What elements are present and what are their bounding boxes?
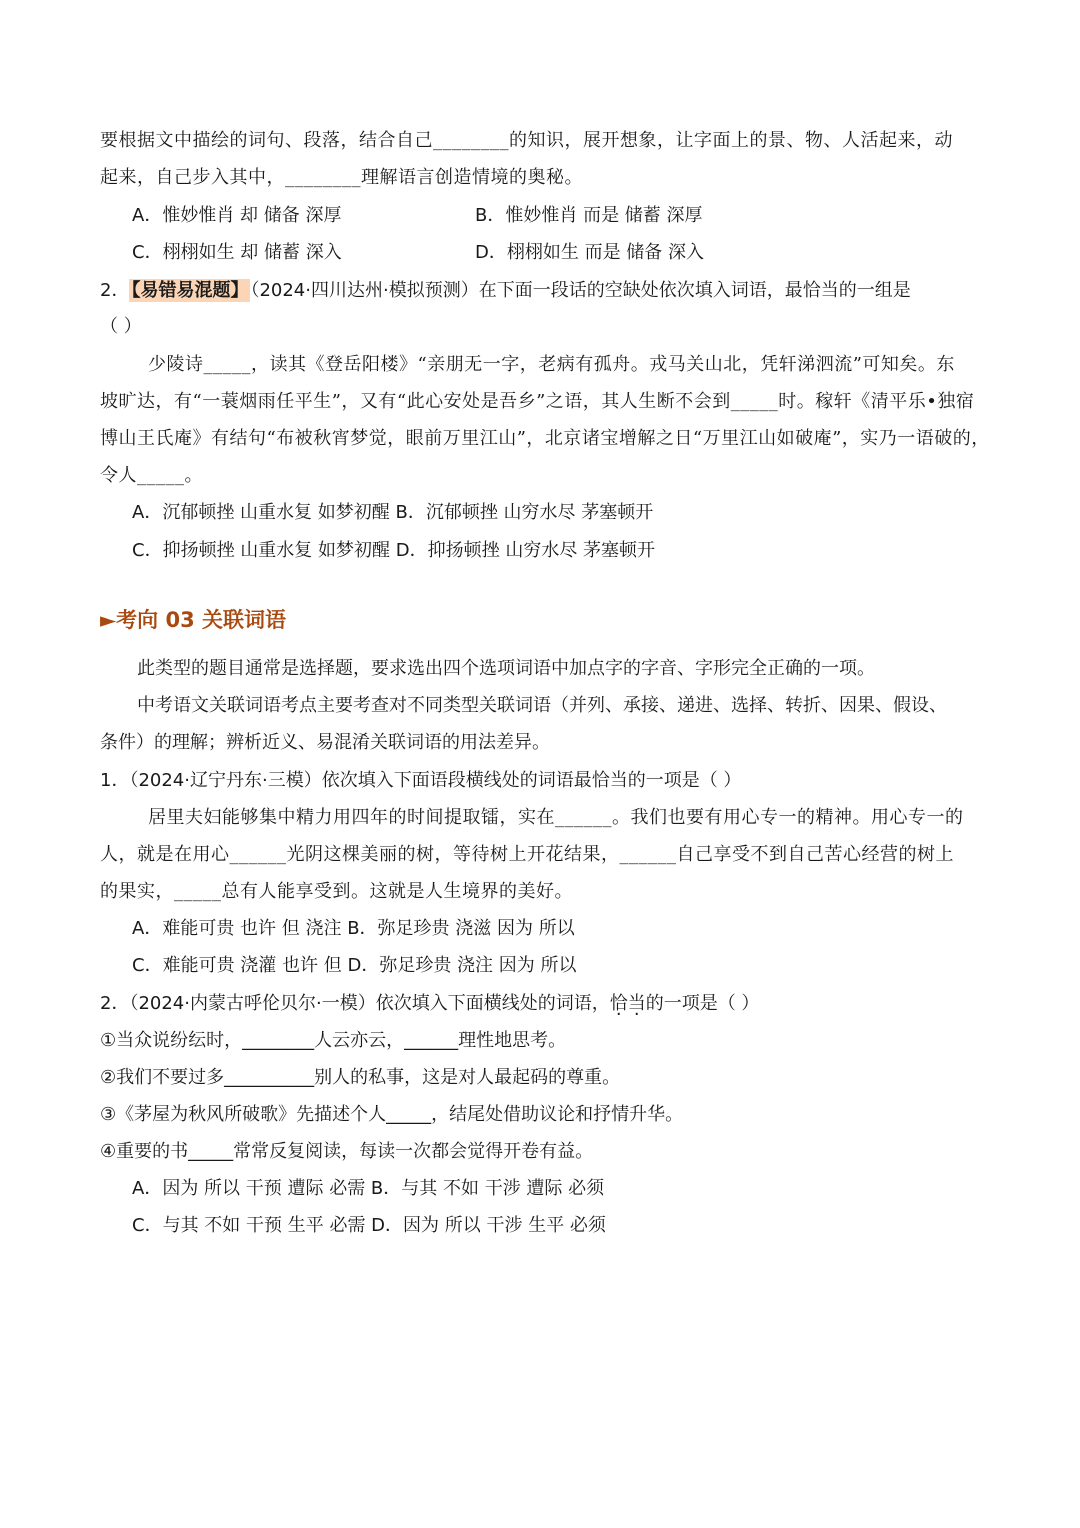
q2-stem <box>100 278 911 304</box>
section-title: 考向 03 关联词语 <box>116 608 287 632</box>
q2-options-cd: C．抑扬顿挫 山重水复 如梦初醒 D．抑扬顿挫 山穷水尽 茅塞顿开 <box>132 540 656 561</box>
q1-passage-line-2: 起来，自己步入其中，________理解语言创造情境的奥秘。 <box>100 167 583 188</box>
section-intro-2: 中考语文关联词语考点主要考查对不同类型关联词语（并列、承接、递进、选择、转折、因果、假设、 <box>137 695 947 716</box>
q2-passage-line-2: 坡旷达，有“一蓑烟雨任平生”，又有“此心安处是吾乡”之语，其人生断不会到_____时。稼轩《清平乐•独宿 <box>100 391 975 412</box>
q2-tag: 【易错易混题】 <box>131 280 249 301</box>
s3q2-stem-before: 2．（2024·内蒙古呼伦贝尔·一模）依次填入下面横线处的词语， <box>100 993 610 1014</box>
s3q2-item-3: ③《茅屋为秋风所破歌》先描述个人_____，结尾处借助议论和抒情升华。 <box>100 1104 684 1125</box>
s3q1-passage-line-3: 的果实，_____总有人能享受到。这就是人生境界的美好。 <box>100 881 573 902</box>
s3q2-stem <box>100 991 759 1017</box>
s3q2-options-ab: A．因为 所以 干预 遭际 必需 B．与其 不如 干涉 遭际 必须 <box>132 1178 605 1199</box>
q2-passage-line-3: 博山王氏庵》有结句“布被秋宵梦觉，眼前万里江山”，北京诸宝增解之日“万里江山如破庵”，实乃一语破的， <box>100 428 990 449</box>
section-intro-1: 此类型的题目通常是选择题，要求选出四个选项词语中加点字的字音、字形完全正确的一项。 <box>137 658 875 679</box>
q1-option-d: D．栩栩如生 而是 储备 深入 <box>475 242 705 263</box>
q2-passage-line-1: 少陵诗_____，读其《登岳阳楼》“亲朋无一字，老病有孤舟。戎马关山北，凭轩涕泗流”可知矣。东 <box>148 354 955 375</box>
s3q1-passage-line-1: 居里夫妇能够集中精力用四年的时间提取镭，实在______。我们也要有用心专一的精神。用心专一的 <box>148 807 964 828</box>
s3q1-options-ab: A．难能可贵 也许 但 浇注 B．弥足珍贵 浇滋 因为 所以 <box>132 918 575 939</box>
s3q2-options-cd: C．与其 不如 干预 生平 必需 D．因为 所以 干涉 生平 必须 <box>132 1215 606 1236</box>
s3q1-stem: 1．（2024·辽宁丹东·三模）依次填入下面语段横线处的词语最恰当的一项是（ ） <box>100 770 742 791</box>
s3q1-passage-line-2: 人，就是在用心______光阴这棵美丽的树，等待树上开花结果，______自己享受不到自己苦心经营的树上 <box>100 844 954 865</box>
q2-options-ab: A．沉郁顿挫 山重水复 如梦初醒 B．沉郁顿挫 山穷水尽 茅塞顿开 <box>132 502 654 523</box>
s3q2-item-2: ②我们不要过多__________别人的私事，这是对人最起码的尊重。 <box>100 1067 621 1088</box>
triangle-arrow-icon: ► <box>100 608 117 632</box>
s3q2-dotted-char-1: 恰 <box>609 993 628 1014</box>
s3q2-item-4: ④重要的书_____常常反复阅读，每读一次都会觉得开卷有益。 <box>100 1141 594 1162</box>
section-heading <box>100 604 286 634</box>
q1-option-b: B．惟妙惟肖 而是 储蓄 深厚 <box>475 205 703 226</box>
s3q2-stem-after: 的一项是（ ） <box>645 993 760 1014</box>
q1-passage-line-1: 要根据文中描绘的词句、段落，结合自己________的知识，展开想象，让字面上的景、物、人活起来，动 <box>100 130 953 151</box>
q2-passage-line-4: 令人_____。 <box>100 465 203 486</box>
q2-number: 2． <box>100 280 130 301</box>
q2-stem-text: （2024·四川达州·模拟预测）在下面一段话的空缺处依次填入词语，最恰当的一组是 <box>250 280 911 301</box>
q2-answer-paren: （ ） <box>100 316 142 337</box>
q1-option-a: A．惟妙惟肖 却 储备 深厚 <box>132 205 342 226</box>
section-intro-3: 条件）的理解；辨析近义、易混淆关联词语的用法差异。 <box>100 732 550 753</box>
s3q1-options-cd: C．难能可贵 浇灌 也许 但 D．弥足珍贵 浇注 因为 所以 <box>132 955 577 976</box>
q1-option-c: C．栩栩如生 却 储蓄 深入 <box>132 242 342 263</box>
s3q2-dotted-char-2: 当 <box>627 993 646 1014</box>
s3q2-item-1: ①当众说纷纭时，________人云亦云，______理性地思考。 <box>100 1030 567 1051</box>
